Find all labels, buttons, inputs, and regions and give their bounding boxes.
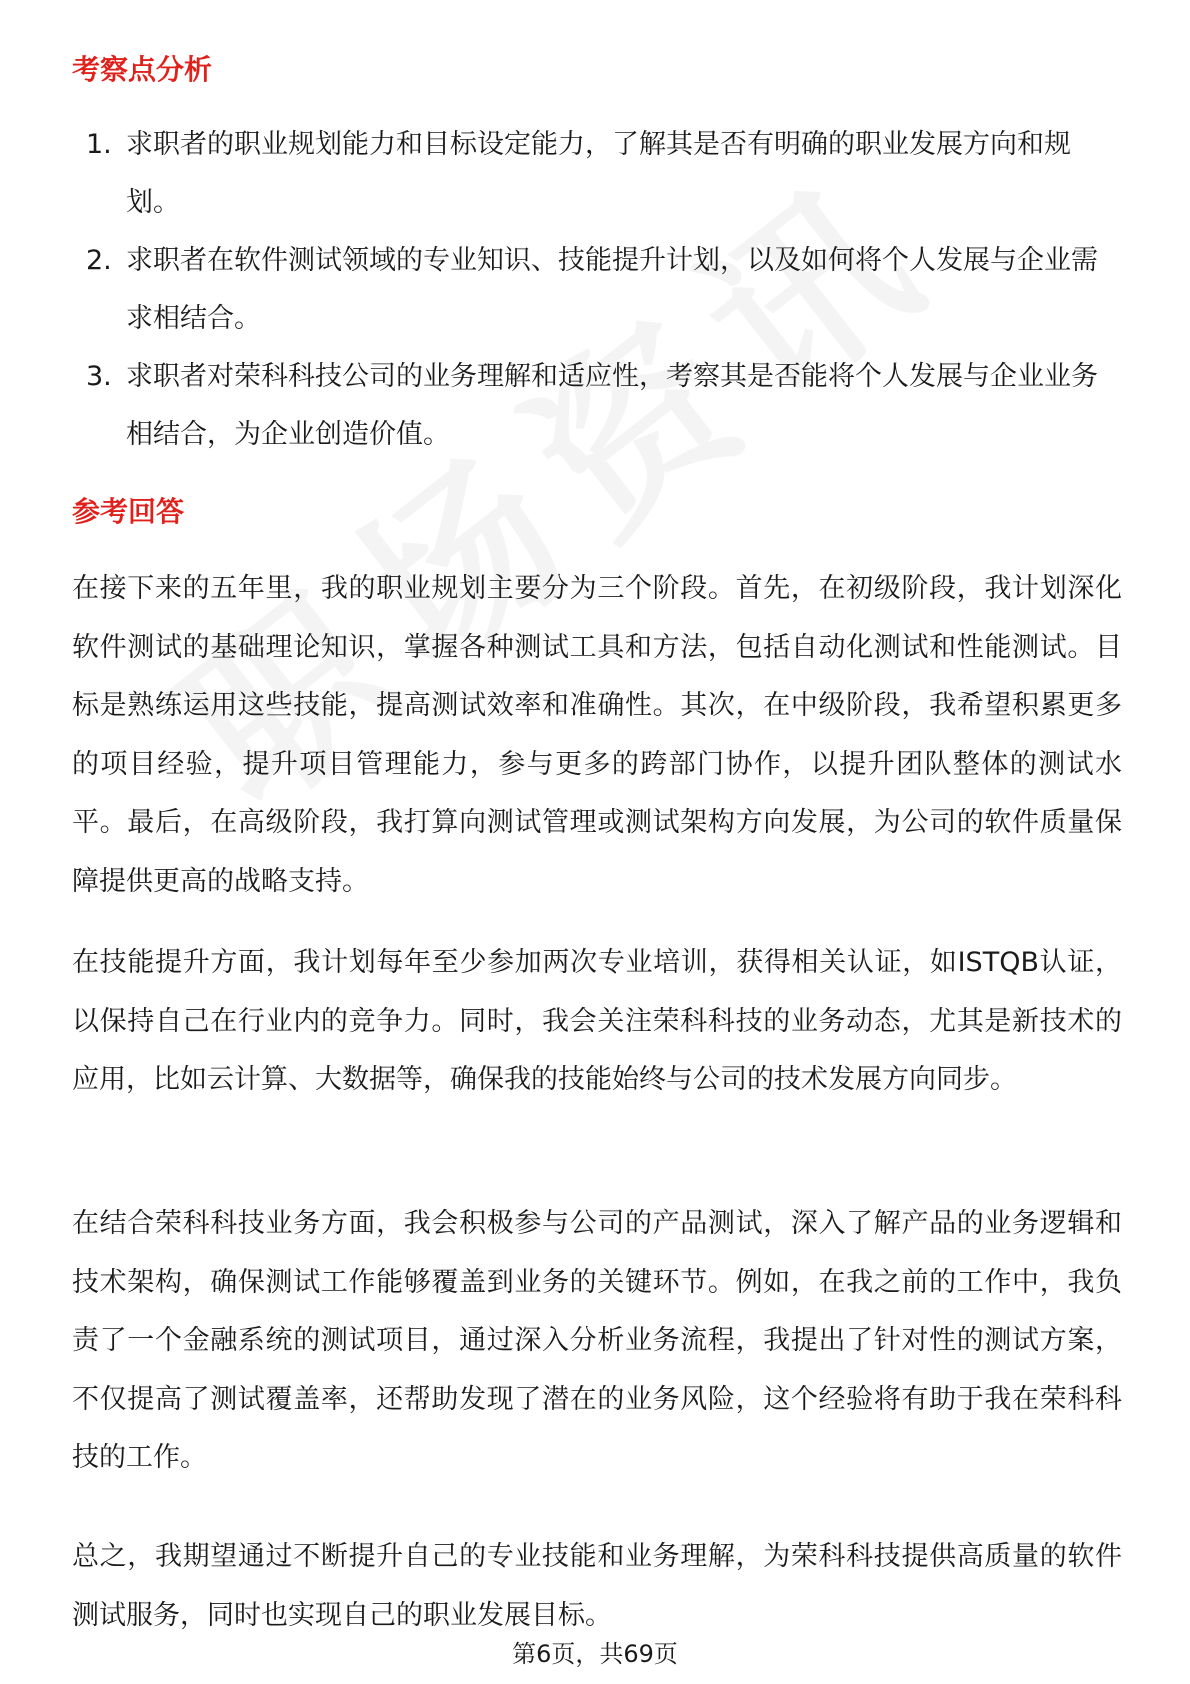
answer-paragraph: 在结合荣科科技业务方面，我会积极参与公司的产品测试，深入了解产品的业务逻辑和技术架构，确保测试工作能够覆盖到业务的关键环节。例如，在我之前的工作中，我负责了一个金融系统的测试项目，通过深入分析业务流程，我提出了针对性的测试方案，不仅提高了测试覆盖率，还帮助发现了潜在的业务风险，这个经验将有助于我在荣科科技的工作。 [72,1208,1122,1473]
answer-paragraph: 在技能提升方面，我计划每年至少参加两次专业培训，获得相关认证，如ISTQB认证，以保持自己在行业内的竞争力。同时，我会关注荣科科技的业务动态，尤其是新技术的应用，比如云计算、大数据等，确保我的技能始终与公司的技术发展方向同步。 [72,947,1122,1095]
list-item-text: 求职者对荣科科技公司的业务理解和适应性，考察其是否能将个人发展与企业业务相结合，为企业创造价值。 [126,361,1098,450]
list-item-number: 1. [86,129,112,160]
answer-paragraph: 总之，我期望通过不断提升自己的专业技能和业务理解，为荣科科技提供高质量的软件测试服务，同时也实现自己的职业发展目标。 [72,1541,1122,1631]
section-heading-reference-answer: 参考回答 [72,495,185,528]
list-item-text: 求职者的职业规划能力和目标设定能力，了解其是否有明确的职业发展方向和规划。 [126,129,1071,218]
list-item [72,348,1122,464]
page-number-footer: 第6页，共69页 [512,1640,678,1668]
list-item [72,116,1122,232]
list-item-number: 2. [86,245,112,276]
list-item-number: 3. [86,361,112,392]
analysis-points-list [72,116,1122,464]
list-item-text: 求职者在软件测试领域的专业知识、技能提升计划，以及如何将个人发展与企业需求相结合。 [126,245,1098,334]
list-item [72,232,1122,348]
answer-paragraph: 在接下来的五年里，我的职业规划主要分为三个阶段。首先，在初级阶段，我计划深化软件测试的基础理论知识，掌握各种测试工具和方法，包括自动化测试和性能测试。目标是熟练运用这些技能，提高测试效率和准确性。其次，在中级阶段，我希望积累更多的项目经验，提升项目管理能力，参与更多的跨部门协作，以提升团队整体的测试水平。最后，在高级阶段，我打算向测试管理或测试架构方向发展，为公司的软件质量保障提供更高的战略支持。 [72,573,1122,897]
section-heading-analysis: 考察点分析 [72,53,213,86]
